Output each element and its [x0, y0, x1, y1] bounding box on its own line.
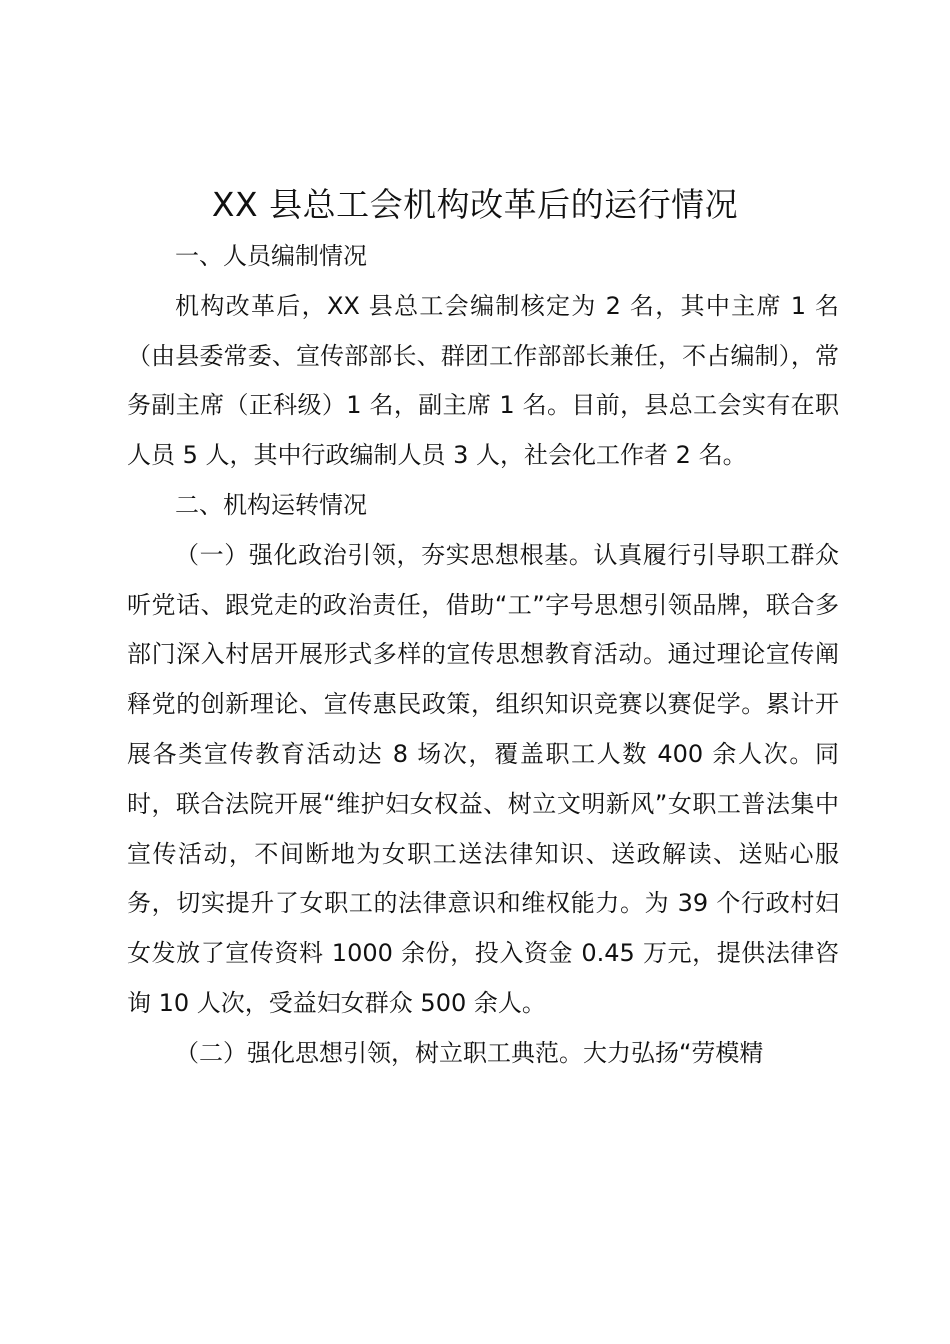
paragraph-political-guidance: （一）强化政治引领，夯实思想根基。认真履行引导职工群众听党话、跟党走的政治责任，借助“工”字号思想引领品牌，联合多部门深入村居开展形式多样的宣传思想教育活动。通过理论宣传阐释党的创新理论、宣传惠民政策，组织知识竞赛以赛促学。累计开展各类宣传教育活动达 8 场次，覆盖职工人数 400 余人次。同时，联合法院开展“维护妇女权益、树立文明新风”女职工普法集中宣传活动，不间断地为女职工送法律知识、送政解读、送贴心服务，切实提升了女职工的法律意识和维权能力。为 39 个行政村妇女发放了宣传资料 1000 余份，投入资金 0.45 万元，提供法律咨询 10 人次，受益妇女群众 500 余人。 [127, 540, 839, 1017]
document-title: XX 县总工会机构改革后的运行情况 [211, 185, 739, 224]
document-body [127, 232, 839, 1079]
paragraph-ideological-guidance: （二）强化思想引领，树立职工典范。大力弘扬“劳模精 [175, 1038, 764, 1067]
paragraph-staffing: 机构改革后，XX 县总工会编制核定为 2 名，其中主席 1 名（由县委常委、宣传部部长、群团工作部部长兼任，不占编制），常务副主席（正科级）1 名，副主席 1 名。目前，县总工会实有在职人员 5 人，其中行政编制人员 3 人，社会化工作者 2 名。 [127, 291, 839, 470]
section-heading-staffing: 一、人员编制情况 [175, 242, 367, 270]
section-heading-operation: 二、机构运转情况 [175, 490, 367, 519]
